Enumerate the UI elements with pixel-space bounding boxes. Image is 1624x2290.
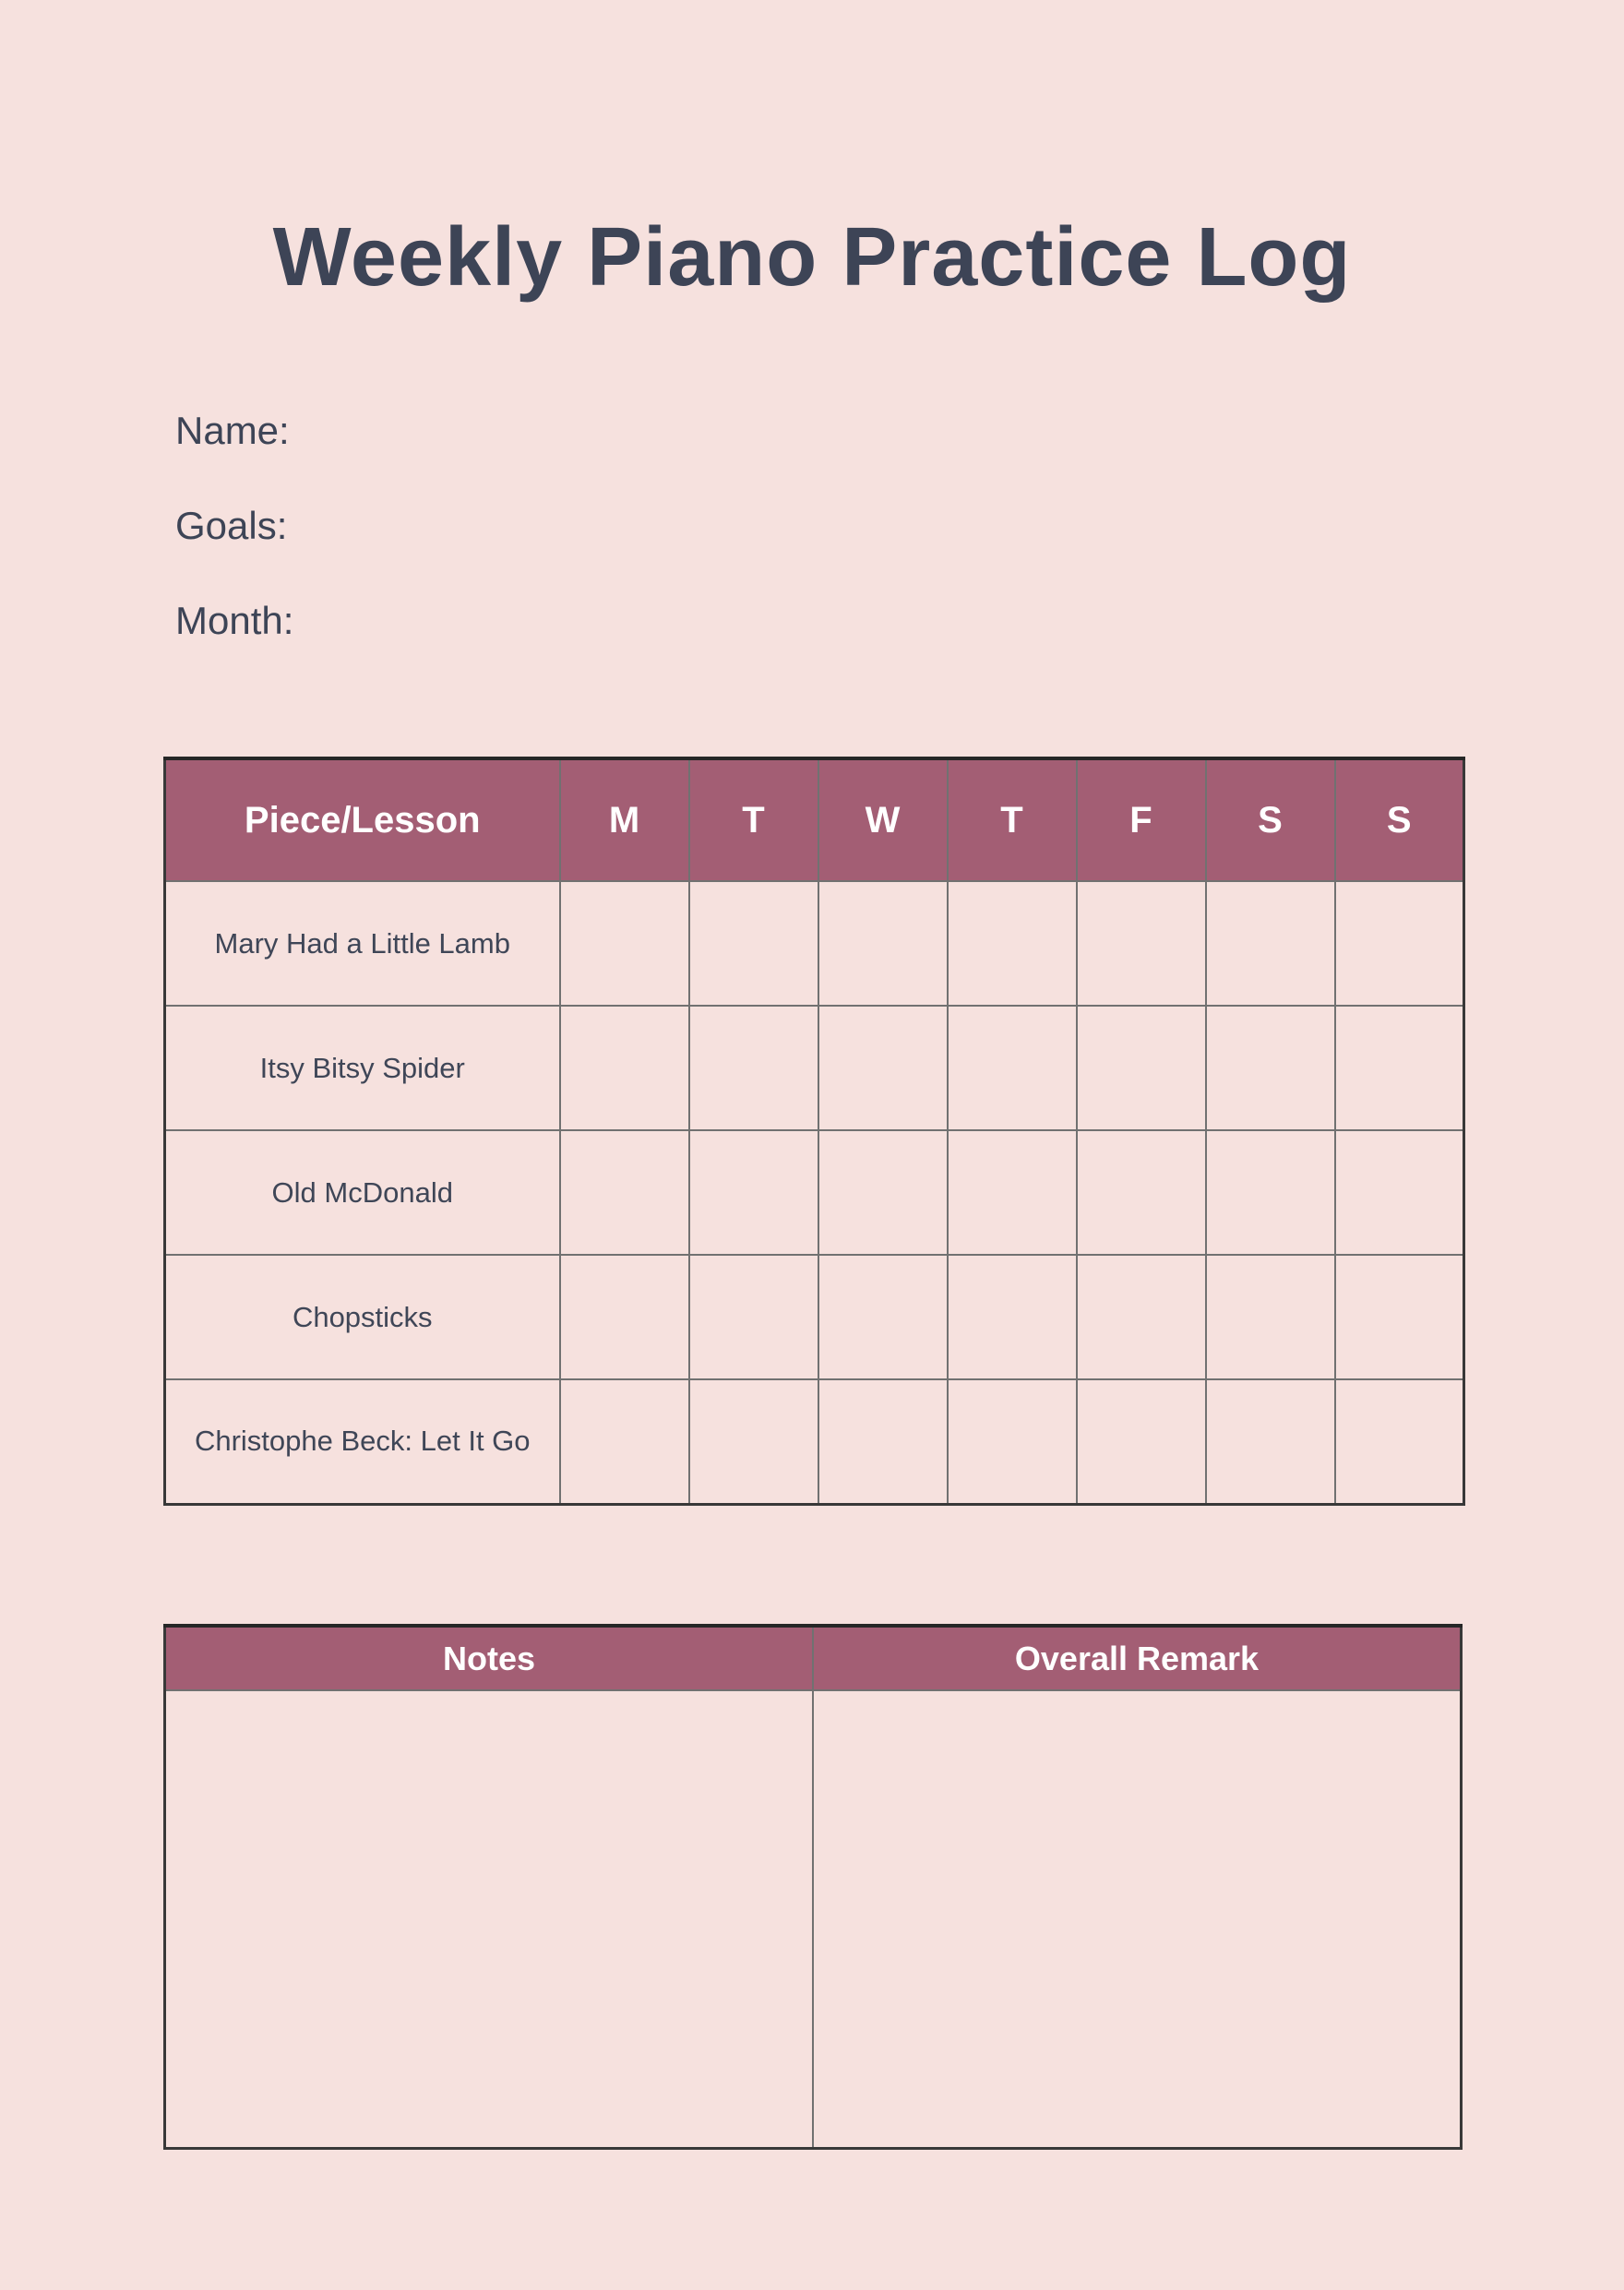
col-header-sunday: S — [1335, 758, 1464, 881]
table-row — [165, 1255, 1464, 1379]
notes-header: Notes — [165, 1626, 814, 1690]
col-header-thursday: T — [948, 758, 1077, 881]
overall-remark-cell[interactable] — [813, 1690, 1462, 2148]
practice-day-cell[interactable] — [689, 1255, 818, 1379]
table-row — [165, 1130, 1464, 1255]
col-header-tuesday: T — [689, 758, 818, 881]
notes-table — [163, 1624, 1463, 2150]
name-label: Name: — [175, 409, 290, 452]
col-header-wednesday: W — [818, 758, 948, 881]
table-row — [165, 881, 1464, 1006]
practice-day-cell[interactable] — [818, 1255, 948, 1379]
practice-day-cell[interactable] — [560, 1130, 689, 1255]
table-row — [165, 1006, 1464, 1130]
practice-day-cell[interactable] — [689, 1379, 818, 1504]
practice-day-cell[interactable] — [560, 1006, 689, 1130]
practice-day-cell[interactable] — [948, 1379, 1077, 1504]
practice-day-cell[interactable] — [1077, 1255, 1206, 1379]
overall-remark-header: Overall Remark — [813, 1626, 1462, 1690]
practice-day-cell[interactable] — [1335, 1006, 1464, 1130]
practice-day-cell[interactable] — [1206, 1006, 1335, 1130]
practice-day-cell[interactable] — [560, 1255, 689, 1379]
practice-day-cell[interactable] — [689, 1006, 818, 1130]
practice-table — [163, 757, 1465, 1506]
col-header-saturday: S — [1206, 758, 1335, 881]
practice-day-cell[interactable] — [1206, 1130, 1335, 1255]
practice-day-cell[interactable] — [818, 1379, 948, 1504]
practice-day-cell[interactable] — [818, 881, 948, 1006]
practice-day-cell[interactable] — [1335, 1379, 1464, 1504]
col-header-piece-lesson: Piece/Lesson — [165, 758, 560, 881]
table-row — [165, 1379, 1464, 1504]
page-title: Weekly Piano Practice Log — [272, 211, 1352, 304]
practice-day-cell[interactable] — [1335, 1130, 1464, 1255]
piece-name-cell: Old McDonald — [165, 1130, 560, 1255]
practice-header-row — [165, 758, 1464, 881]
piece-name-cell: Christophe Beck: Let It Go — [165, 1379, 560, 1504]
practice-day-cell[interactable] — [948, 1006, 1077, 1130]
notes-header-row — [165, 1626, 1462, 1690]
practice-day-cell[interactable] — [948, 1255, 1077, 1379]
practice-day-cell[interactable] — [1206, 1379, 1335, 1504]
col-header-friday: F — [1077, 758, 1206, 881]
practice-day-cell[interactable] — [1335, 881, 1464, 1006]
info-fields — [175, 411, 293, 640]
practice-day-cell[interactable] — [689, 881, 818, 1006]
practice-day-cell[interactable] — [818, 1006, 948, 1130]
notes-cell[interactable] — [165, 1690, 814, 2148]
piece-name-cell: Itsy Bitsy Spider — [165, 1006, 560, 1130]
practice-day-cell[interactable] — [1206, 1255, 1335, 1379]
practice-day-cell[interactable] — [560, 1379, 689, 1504]
notes-body-row — [165, 1690, 1462, 2148]
practice-day-cell[interactable] — [689, 1130, 818, 1255]
practice-day-cell[interactable] — [1335, 1255, 1464, 1379]
practice-day-cell[interactable] — [1077, 1006, 1206, 1130]
col-header-monday: M — [560, 758, 689, 881]
practice-day-cell[interactable] — [948, 881, 1077, 1006]
practice-day-cell[interactable] — [1077, 881, 1206, 1006]
goals-label: Goals: — [175, 504, 288, 547]
practice-day-cell[interactable] — [1077, 1130, 1206, 1255]
month-label: Month: — [175, 599, 294, 642]
practice-day-cell[interactable] — [818, 1130, 948, 1255]
practice-day-cell[interactable] — [560, 881, 689, 1006]
piece-name-cell: Mary Had a Little Lamb — [165, 881, 560, 1006]
piece-name-cell: Chopsticks — [165, 1255, 560, 1379]
practice-day-cell[interactable] — [948, 1130, 1077, 1255]
practice-day-cell[interactable] — [1206, 881, 1335, 1006]
practice-day-cell[interactable] — [1077, 1379, 1206, 1504]
